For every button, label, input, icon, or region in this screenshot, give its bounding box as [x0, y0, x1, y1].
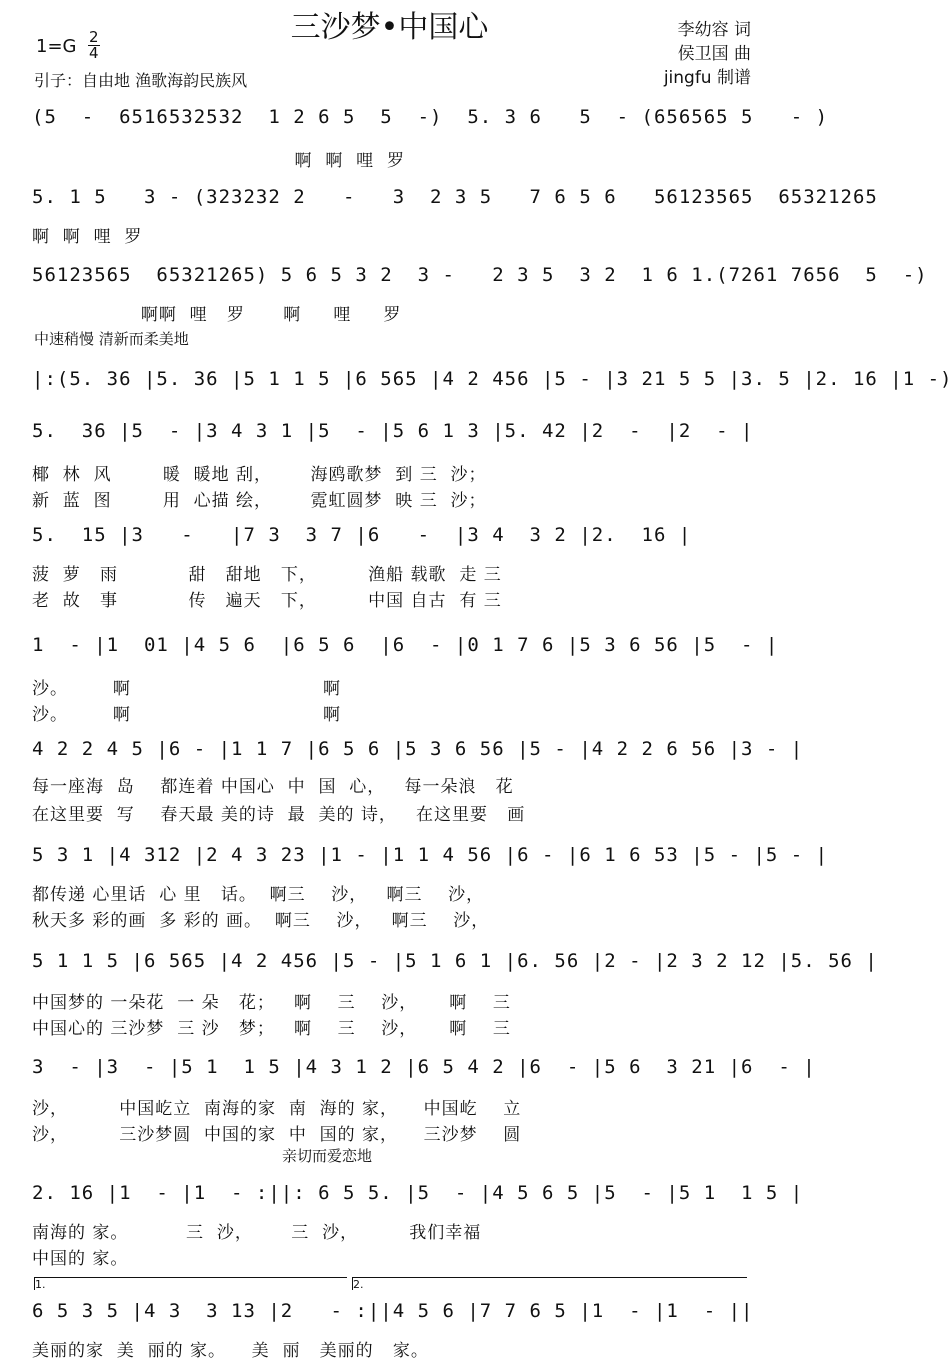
notes: 5 3 1 |4 312 |2 4 3 23 |1 - |1 1 4 56 |6 - |6 1 6 53 |5 - |5 - | [32, 844, 829, 866]
lyric-line-1: 美丽的家 美 丽的 家。 美 丽 美丽的 家。 [32, 1341, 429, 1361]
score-row-7 [32, 628, 779, 662]
lyric-line: 啊 啊 哩 罗 [32, 151, 405, 171]
song-title: 三沙梦•中国心 [290, 10, 489, 45]
lyric-line-1: 沙， 中国屹立 南海的家 南 海的 家， 中国屹 立 [32, 1099, 522, 1119]
notes: 4 2 2 4 5 |6 - |1 1 7 |6 5 6 |5 3 6 56 |5 - |4 2 2 6 56 |3 - | [32, 738, 804, 760]
lyric-line: 啊啊 哩 罗 啊 哩 罗 [32, 305, 402, 325]
score-row-12 [32, 1176, 804, 1210]
score-row-1 [32, 100, 829, 134]
volta-second-ending [352, 1277, 747, 1290]
volta-label: 2. [353, 1278, 364, 1291]
notes: 1 - |1 01 |4 5 6 |6 5 6 |6 - |0 1 7 6 |5 3 6 56 |5 - | [32, 634, 779, 656]
notes: 6 5 3 5 |4 3 3 13 |2 - :||4 5 6 |7 7 6 5 |1 - |1 - || [32, 1300, 754, 1322]
lyric-line-2: 沙。 啊 啊 [32, 705, 341, 725]
score-row-9 [32, 838, 829, 872]
score-row-5 [32, 414, 752, 448]
lyricist: 李幼容 词 [677, 20, 751, 40]
lyric-line-1: 椰 林 风 暖 暖地 刮， 海鸥歌梦 到 三 沙； [32, 465, 487, 485]
lyric-line-2: 老 故 事 传 遍天 下， 中国 自古 有 三 [32, 591, 502, 611]
score-row-4 [32, 362, 952, 396]
credits [664, 18, 751, 90]
notes: 2. 16 |1 - |1 - :||: 6 5 5. |5 - |4 5 6 5 |5 - |5 1 1 5 | [32, 1182, 804, 1204]
lyric-line: 啊 啊 哩 罗 [32, 227, 143, 247]
lyric-line-1: 都传递 心里话 心 里 话。 啊三 沙， 啊三 沙， [32, 885, 485, 905]
notes: 5. 36 |5 - |3 4 3 1 |5 - |5 6 1 3 |5. 42 |2 - |2 - | [32, 420, 754, 442]
score-row-11 [32, 1050, 816, 1084]
lyric-line-2: 沙， 三沙梦圆 中国的家 中 国的 家， 三沙梦 圆 [32, 1125, 522, 1145]
meter-top: 2 [89, 28, 99, 46]
lyric-line-1: 沙。 啊 啊 [32, 679, 341, 699]
score-row-6 [32, 518, 752, 552]
time-signature [88, 30, 100, 61]
score-row-3 [32, 258, 928, 292]
tempo-marking-refrain: 亲切而爱恋地 [282, 1147, 373, 1165]
score-row-13 [32, 1294, 752, 1328]
lyric-line-2: 秋天多 彩的画 多 彩的 画。 啊三 沙， 啊三 沙， [32, 911, 490, 931]
composer: 侯卫国 曲 [677, 44, 751, 64]
score-row-10 [32, 944, 878, 978]
notes: 5 1 1 5 |6 565 |4 2 456 |5 - |5 1 6 1 |6. 56 |2 - |2 3 2 12 |5. 56 | [32, 950, 878, 972]
notes: 56123565 65321265) 5 6 5 3 2 3 - 2 3 5 3 2 1 6 1.(7261 7656 5 -) [32, 264, 928, 286]
lyric-line-1: 南海的 家。 三 沙， 三 沙， 我们幸福 [32, 1223, 482, 1243]
lyric-line-2: 在这里要 写 春天最 美的诗 最 美的 诗， 在这里要 画 [32, 805, 526, 825]
intro-marking: 引子：自由地 渔歌海韵民族风 [34, 71, 248, 90]
notes: 5. 15 |3 - |7 3 3 7 |6 - |3 4 3 2 |2. 16 | [32, 524, 692, 546]
lyric-line-2: 新 蓝 图 用 心描 绘， 霓虹圆梦 映 三 沙； [32, 491, 487, 511]
lyric-line-2: 中国的 家。 [32, 1249, 129, 1269]
transcriber: jingfu 制谱 [663, 68, 751, 88]
lyric-line-1: 菠 萝 雨 甜 甜地 下， 渔船 载歌 走 三 [32, 565, 502, 585]
tempo-marking-main: 中速稍慢 清新而柔美地 [34, 330, 189, 348]
notes: 5. 1 5 3 - (323232 2 - 3 2 3 5 7 6 5 6 56123565 65321265 [32, 186, 878, 208]
meter-bottom: 4 [89, 44, 99, 62]
score-row-8 [32, 732, 804, 766]
volta-label: 1. [35, 1278, 46, 1291]
key-signature: 1=G [36, 36, 77, 57]
volta-first-ending [34, 1277, 347, 1290]
lyric-line-1: 中国梦的 一朵花 一 朵 花； 啊 三 沙， 啊 三 [32, 993, 511, 1013]
notes: 3 - |3 - |5 1 1 5 |4 3 1 2 |6 5 4 2 |6 - |5 6 3 21 |6 - | [32, 1056, 816, 1078]
lyric-line-1: 每一座海 岛 都连着 中国心 中 国 心， 每一朵浪 花 [32, 777, 514, 797]
notes: |:(5. 36 |5. 36 |5 1 1 5 |6 565 |4 2 456 |5 - |3 21 5 5 |3. 5 |2. 16 |1 -) [32, 368, 952, 390]
lyric-line-2: 中国心的 三沙梦 三 沙 梦； 啊 三 沙， 啊 三 [32, 1019, 511, 1039]
notes: (5 - 6516532532 1 2 6 5 5 -) 5. 3 6 5 - (656565 5 - ) [32, 106, 829, 128]
score-row-2 [32, 180, 878, 214]
